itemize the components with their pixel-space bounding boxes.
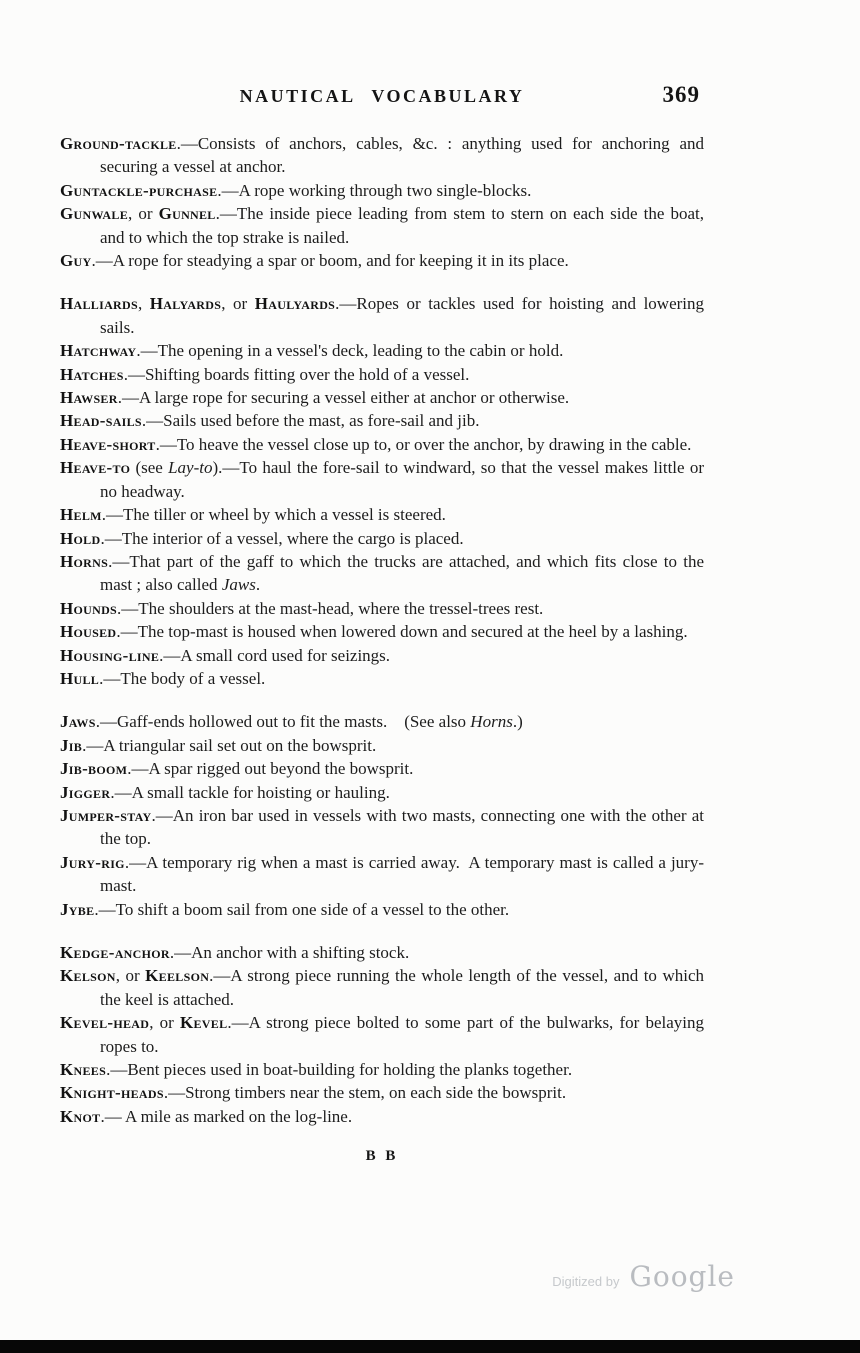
entry-text: .—A rope working through two single-blocks. <box>217 180 532 200</box>
entry-term: Jib <box>60 735 83 755</box>
entry-text: .—The tiller or wheel by which a vessel is steered. <box>101 505 446 525</box>
entry-text: .— A mile as marked on the log-line. <box>100 1106 353 1126</box>
entry <box>60 851 704 898</box>
entry-text: .—A strong piece running the whole length of the vessel, and to which the keel is attached. <box>100 966 704 1009</box>
entry-text: .—The body of a vessel. <box>99 668 266 688</box>
entry <box>60 620 704 643</box>
entry-term: Heave-to <box>60 458 131 478</box>
entry <box>60 804 704 851</box>
scan-edge-bar <box>0 1340 860 1353</box>
entry-text: .—Consists of anchors, cables, &c. : anything used for anchoring and securing a vessel at anchor. <box>100 134 704 177</box>
entry-text: .—Ropes or tackles used for hoisting and lowering sails. <box>100 294 704 337</box>
entry-text: .—To shift a boom sail from one side of a vessel to the other. <box>94 899 510 919</box>
entry-text: .—A large rope for securing a vessel either at anchor or otherwise. <box>117 388 570 408</box>
entry-term: Housing-line <box>60 645 160 665</box>
entry-term: Kevel-head <box>60 1013 150 1033</box>
entry <box>60 1105 704 1128</box>
entry-term: Haulyards <box>254 294 336 314</box>
entry-text: .—The opening in a vessel's deck, leading to the cabin or hold. <box>136 341 564 361</box>
entry-text: .—A triangular sail set out on the bowsprit. <box>82 735 377 755</box>
page-number: 369 <box>662 82 700 107</box>
entry-group <box>60 941 704 1128</box>
entry <box>60 898 704 921</box>
entry-term: Jury-rig <box>60 852 125 872</box>
watermark <box>552 1260 735 1293</box>
entry <box>60 667 704 690</box>
page-header <box>60 82 704 112</box>
entry-text: . <box>255 575 261 595</box>
entry <box>60 503 704 526</box>
entry-italic: Lay-to <box>168 458 213 478</box>
entry-text: .—To heave the vessel close up to, or over the anchor, by drawing in the cable. <box>155 434 692 454</box>
entry <box>60 179 704 202</box>
entry-term: Knot <box>60 1106 101 1126</box>
entry-text: , or <box>221 294 255 314</box>
entry-term: Hold <box>60 528 101 548</box>
entry-term: Hull <box>60 668 100 688</box>
entry-term: Gunwale <box>60 204 128 224</box>
entry-text: .—Shifting boards fitting over the hold of a vessel. <box>123 364 470 384</box>
entry-text: .—Bent pieces used in boat-building for holding the planks together. <box>106 1060 573 1080</box>
entry-term: Jybe <box>60 899 95 919</box>
entry-term: Jaws <box>60 712 96 732</box>
entry-term: Gunnel <box>158 204 216 224</box>
entry-text: (see <box>130 458 169 478</box>
entry-term: Guntackle-purchase <box>60 180 218 200</box>
entry-text: .—Strong timbers near the stem, on each side the bowsprit. <box>163 1083 567 1103</box>
entry-term: Jumper-stay <box>60 805 152 825</box>
entry-term: Knight-heads <box>60 1083 164 1103</box>
google-logo: Google <box>629 1260 735 1293</box>
entry-text: .—The inside piece leading from stem to stern on each side the boat, and to which the top strake is nailed. <box>100 204 704 247</box>
entry-italic: Jaws <box>221 575 256 595</box>
entry-term: Ground-tackle <box>60 134 177 153</box>
entry <box>60 386 704 409</box>
entry-term: Head-sails <box>60 411 142 431</box>
entry-term: Heave-short <box>60 434 156 454</box>
entry-term: Keelson <box>145 966 210 986</box>
entry-text: .—A spar rigged out beyond the bowsprit. <box>127 759 414 779</box>
entry-italic: Horns <box>470 712 513 732</box>
entry-text: .—The interior of a vessel, where the cargo is placed. <box>100 528 464 548</box>
entry <box>60 550 704 597</box>
entry-term: Jigger <box>60 782 111 802</box>
text-block <box>60 82 704 1165</box>
entry-term: Horns <box>60 551 109 571</box>
page-title: NAUTICAL VOCABULARY <box>239 86 525 106</box>
entry-text: .—Gaff-ends hollowed out to fit the masts. (See also <box>95 712 471 732</box>
entry-term: Helm <box>60 505 102 525</box>
entry <box>60 644 704 667</box>
entry <box>60 597 704 620</box>
entries-list <box>60 132 704 1128</box>
entry <box>60 202 704 249</box>
entry-term: Hawser <box>60 388 118 408</box>
entry <box>60 1058 704 1081</box>
entry-text: .—A small tackle for hoisting or hauling. <box>110 782 390 802</box>
entry-term: Knees <box>60 1060 107 1080</box>
entry <box>60 734 704 757</box>
entry-term: Kedge-anchor <box>60 943 170 962</box>
entry <box>60 456 704 503</box>
entry <box>60 527 704 550</box>
entry <box>60 292 704 339</box>
entry-text: , or <box>115 966 146 986</box>
entry-term: Halliards <box>60 294 138 314</box>
entry-text: .—An iron bar used in vessels with two masts, connecting one with the other at the top. <box>100 805 704 849</box>
entry-text: .—A strong piece bolted to some part of the bulwarks, for belaying ropes to. <box>100 1013 704 1056</box>
entry-text: .—A small cord used for seizings. <box>159 645 391 665</box>
entry-term: Kelson <box>60 966 116 986</box>
entry <box>60 339 704 362</box>
entry <box>60 409 704 432</box>
entry-text: .—A temporary rig when a mast is carried away. A temporary mast is called a jury-mast. <box>100 852 704 896</box>
entry-text: .—That part of the gaff to which the trucks are attached, and which fits close to the mast ; also called <box>100 551 704 595</box>
entry-term: Guy <box>60 251 92 271</box>
entry-text: .—Sails used before the mast, as fore-sail and jib. <box>141 411 480 431</box>
entry-text: .—An anchor with a shifting stock. <box>169 943 410 962</box>
entry-text: , or <box>149 1013 180 1033</box>
entry-text: .) <box>512 712 523 732</box>
entry-term: Jib-boom <box>60 759 128 779</box>
entry-term: Housed <box>60 622 117 642</box>
entry-group <box>60 132 704 272</box>
entry <box>60 710 704 733</box>
entry <box>60 1081 704 1104</box>
entry-group <box>60 292 704 690</box>
entry <box>60 363 704 386</box>
entry-term: Halyards <box>149 294 222 314</box>
entry-term: Hatchway <box>60 341 137 361</box>
entry <box>60 757 704 780</box>
entry-text: ).—To haul the fore-sail to windward, so that the vessel makes little or no headway. <box>100 458 704 501</box>
entry-text: .—A rope for steadying a spar or boom, and for keeping it in its place. <box>91 251 569 271</box>
entry <box>60 781 704 804</box>
entry <box>60 964 704 1011</box>
entry <box>60 941 704 964</box>
watermark-text: Digitized by <box>552 1274 620 1289</box>
entry-text: , <box>137 294 150 314</box>
entry <box>60 132 704 179</box>
entry-term: Hounds <box>60 598 118 618</box>
entry-text: , or <box>128 204 159 224</box>
entry-group <box>60 710 704 921</box>
entry-text: .—The shoulders at the mast-head, where the tressel-trees rest. <box>117 598 544 618</box>
entry-term: Hatches <box>60 364 124 384</box>
entry <box>60 1011 704 1058</box>
entry-text: .—The top-mast is housed when lowered down and secured at the heel by a lashing. <box>116 622 688 642</box>
signature-mark: B B <box>365 1148 399 1165</box>
entry <box>60 433 704 456</box>
entry-term: Kevel <box>179 1013 228 1033</box>
entry <box>60 249 704 272</box>
